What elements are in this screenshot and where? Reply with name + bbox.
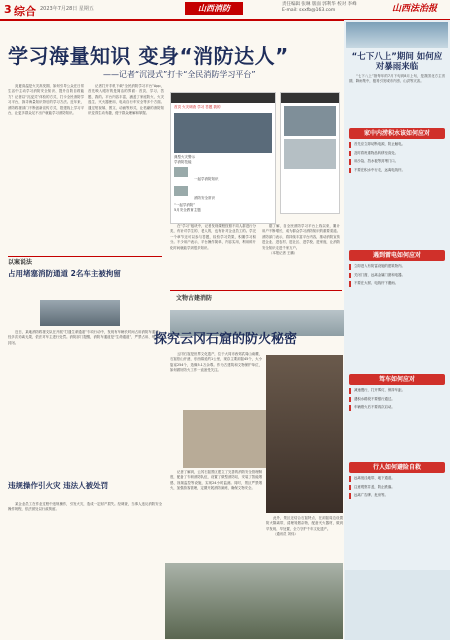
case-1-title: 占用堵塞消防通道 2名车主被拘留 <box>8 269 121 278</box>
sidebar-box-2-title: 遇到雷电如何应对 <box>349 250 445 261</box>
col4-text: 据了解，自全民消防学习平台上线以来，累计用户不断增长，成为群众学习消防知识的重要渠道。消防部门表示，将持续丰富平台内容，推动消防宣传进企业、进农村、进社区、进学校、进家庭，让消防安全知识走进千家万户。 <box>262 224 340 250</box>
main-article-col-2 <box>88 84 164 254</box>
list-item: 远离低洼地带、地下通道。 <box>349 476 445 482</box>
main-article-col-4 <box>262 224 340 284</box>
phone-status-bar <box>281 93 339 103</box>
sidebar-box-2-list <box>349 264 445 287</box>
case-badge: 以案说法 <box>8 259 33 266</box>
sidebar-box-1 <box>349 128 445 176</box>
phone-item: 一起学消防知识 <box>194 177 219 181</box>
culture-col-3 <box>266 516 343 562</box>
sidebar-box-3 <box>349 374 445 414</box>
sidebar-rain-illustration <box>346 22 448 48</box>
phone-item: 5月安全教育主题 <box>174 208 201 212</box>
col2-text: 记者打开手机下载“全民消防学习平台”App，首先映入眼帘的是简洁的界面：首页、学习、答题、我的。平台内容丰富，涵盖了家庭防火、火灾逃生、灭火器使用、电动自行车安全等多个方面。通过短视频、图文、动画等形式，让枯燥的消防知识变得生动有趣，便于群众理解和掌握。 <box>88 84 164 116</box>
list-item: 注意观察井盖，防止跌落。 <box>349 485 445 491</box>
list-item: 远离广告牌、危房等。 <box>349 493 445 499</box>
sidebar-box-3-list <box>349 388 445 411</box>
sidebar-intro <box>349 74 445 126</box>
main-subheadline: ——记者“沉浸式”打卡“全民消防学习平台” <box>103 70 256 79</box>
culture-col-2 <box>170 470 262 560</box>
sidebar-box-1-list <box>349 142 445 173</box>
phone-item: 典型火灾警示 <box>174 155 195 159</box>
phone-item: 学消防技能 <box>174 160 192 164</box>
list-item: 不要在积水中行走，远离电线杆。 <box>349 168 445 174</box>
phone-video-thumbnail <box>174 113 272 153</box>
sidebar-title: “七下八上”期间 如何应对暴雨来临 <box>351 52 443 72</box>
editor-credits <box>282 2 382 14</box>
sidebar-box-2 <box>349 250 445 290</box>
phone-item: 消防安全常识 <box>194 196 215 200</box>
culture-col-1 <box>170 352 262 408</box>
email-line: E-mail: sxxfb@163.com <box>282 8 336 13</box>
section-name: 综合 <box>14 5 36 18</box>
case-2-body <box>8 502 162 632</box>
culture-text-2: 记者了解到，云冈石窟景区建立了完善的消防安全管理制度，配备了专职消防队伍，设置了微型消防站，安装了智能烟感、视频监控等设施，实现24小时监测。同时，景区严禁烟火，加强游客管理，定期开展消防演练，确保文物安全。 <box>170 470 262 491</box>
culture-headline: 探究云冈石窟的防火秘密 <box>154 332 298 347</box>
list-item: 关闭门窗，远离金属门窗和电器。 <box>349 273 445 279</box>
culture-text-1: 云冈石窟是世界文化遗产，位于大同市西郊武周山南麓，石窟依山开凿，东西绵延约1公里，现存主要洞窟45个，大小窟龛254个，造像5.1万余尊。作为古建筑和文物保护单位，如何做好防火工作一直备受关注。 <box>170 352 262 373</box>
case-photo <box>40 300 120 326</box>
main-article-col-1 <box>8 84 84 254</box>
list-item: 遇积水路段不要强行通过。 <box>349 397 445 403</box>
sidebar-box-4-list <box>349 476 445 499</box>
phone-status-bar <box>171 93 275 103</box>
sidebar-box-3-title: 驾车如何应对 <box>349 374 445 385</box>
case-1-body <box>8 330 162 478</box>
case-1-text: 近日，某地消防救援支队在开展“打通生命通道”专项行动中，发现有车辆长时间占用消防车通道，经多次劝离无果，依法对车主进行处罚。消防部门提醒，消防车通道是“生命通道”，严禁占用、堵塞、封闭。 <box>8 330 162 345</box>
phone-tabs: 首页 火灾调查 学习 答题 我的 <box>174 105 221 109</box>
col3-text: 在“学习”板块中，记者发现课程按照不同人群进行分类，有针对学生的、老人的，也有针对企业员工的。学完一个章节还可以参与答题，检验学习效果，积累学习积分。不少用户表示，平台操作简单，内容实用，利用碎片化时间就能学到很多知识。 <box>170 224 256 250</box>
sidebar-box-4 <box>349 462 445 502</box>
main-article-author: （本报记者 王鹏） <box>269 251 298 256</box>
grotto-photo <box>183 410 267 468</box>
phone-thumb <box>174 167 188 177</box>
phone-item: “一起学消防” <box>174 203 196 207</box>
list-item: 车辆熄火后不要再次启动。 <box>349 405 445 411</box>
editors-line: 责任编辑 张琳 版面 郭利华 校对 李峰 <box>282 2 357 7</box>
list-item: 不要在大树、电线杆下避雨。 <box>349 281 445 287</box>
issue-date: 2023年7月28日 星期五 <box>40 6 94 12</box>
list-item: 首先应立即切断电源，防止触电。 <box>349 142 445 148</box>
list-item: 减速慢行，打开雾灯，保持车距。 <box>349 388 445 394</box>
col1-text: 炎夏高温是火灾高发期，如何引导公众在日常生活中主动学习消防安全知识、提升自防自救能力？记者以“沉浸式”体验的方式，打卡全民消防学习平台，探寻海量知识背后的学习方法。近年来，消防救援部门不断创新宣传方式，搭建线上学习平台，让更多群众足不出户就能学习消防知识。 <box>8 84 84 116</box>
sidebar-intro-text: “七下八上”指每年的7月下旬到8月上旬，是我国北方主汛期，降雨集中，极易引发城市内涝、山洪等灾害。 <box>349 74 445 84</box>
list-item: 用沙袋、挡水板等封堵门口。 <box>349 159 445 165</box>
phone-thumb <box>174 186 188 196</box>
case-2-text: 某企业员工在作业过程中违规操作，引发火灾，造成一定财产损失。经调查，当事人违反消防安全操作规程，依法被处以行政拘留。 <box>8 502 162 512</box>
list-item: 立即进入有防雷设施的建筑物内。 <box>349 264 445 270</box>
masthead-center: 山西消防 <box>185 2 243 15</box>
culture-text-3: 此外，景区还结合石窟特点，在洞窟周边设置防火隔离带，清理易燃杂物，配备灭火器材，做到早发现、早处置，全力守护千年文化遗产。 <box>266 516 343 531</box>
main-article-col-3 <box>170 224 256 284</box>
app-screenshot <box>170 92 276 224</box>
sidebar-box-1-title: 家中内涝积水该如何应对 <box>349 128 445 139</box>
sidebar-box-4-title: 行人如何避险自救 <box>349 462 445 473</box>
phone-banner <box>284 106 336 136</box>
main-headline: 学习海量知识 变身“消防达人” <box>8 44 289 68</box>
phone-banner <box>284 139 336 169</box>
cave-photo <box>266 355 343 513</box>
sidebar-flood-illustration <box>345 570 450 640</box>
masthead-right: 山西法治报 <box>392 4 438 14</box>
app-screenshot-2 <box>280 92 340 214</box>
grotto-landscape-photo <box>165 563 343 639</box>
section-number: 3 <box>4 3 12 16</box>
culture-author: （通讯员 刘伟） <box>273 532 298 537</box>
list-item: 及时将贵重物品转移至高处。 <box>349 151 445 157</box>
section-divider <box>170 290 342 291</box>
culture-badge: 文物古建消防 <box>176 295 213 302</box>
case-2-title: 违规操作引火灾 违法人被处罚 <box>8 481 109 490</box>
